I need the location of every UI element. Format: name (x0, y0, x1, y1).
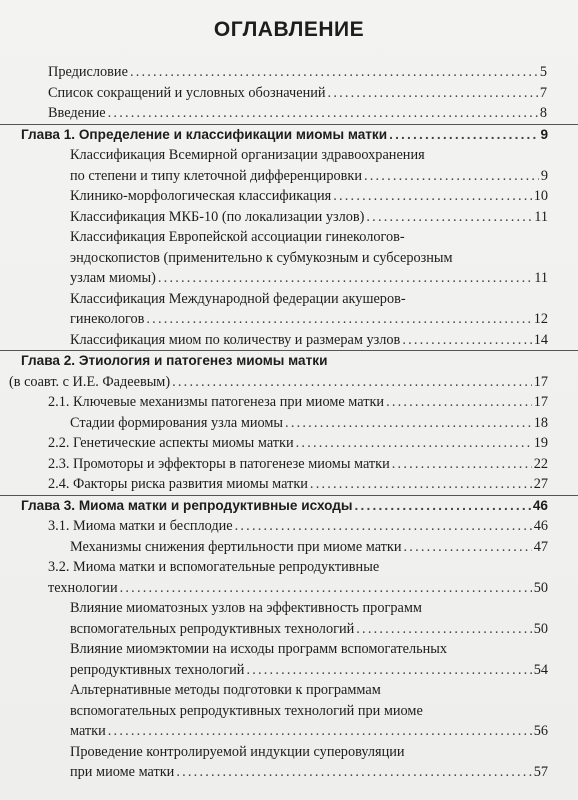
toc-entry-text: Глава 3. Миома матки и репродуктивные исходы (21, 497, 353, 513)
toc-entry (0, 392, 578, 413)
toc-page-number: 9 (540, 167, 548, 184)
toc-page-number: 50 (533, 579, 548, 596)
toc-entry (0, 537, 578, 558)
toc-page-number: 54 (533, 661, 548, 678)
toc-page-number: 19 (533, 435, 548, 451)
toc-page-number: 18 (533, 414, 548, 431)
toc-page-number: 14 (533, 331, 548, 348)
leader-dots (108, 721, 532, 742)
leader-dots (285, 413, 532, 434)
toc-entry (0, 639, 578, 680)
leader-dots (108, 103, 538, 124)
leader-dots (355, 496, 531, 517)
toc-entry-text: Классификация миом по количеству и размерам узлов (70, 331, 401, 348)
leader-dots (402, 330, 531, 351)
toc-entry (0, 742, 578, 783)
toc-entry (0, 557, 578, 598)
toc-entry-text: Механизмы снижения фертильности при миоме матки (70, 538, 402, 555)
toc-page-number: 10 (533, 188, 548, 204)
toc-entry-text: 3.1. Миома матки и бесплодие (48, 518, 233, 534)
leader-dots (176, 762, 531, 783)
toc-entry-text: по степени и типу клеточной дифференцировки (70, 167, 362, 184)
toc-entry-text: Предисловие (48, 64, 128, 80)
leader-dots (296, 433, 532, 454)
toc-page-number: 11 (534, 270, 548, 286)
toc-entry-line: Влияние миоматозных узлов на эффективность программ (70, 600, 422, 616)
toc-chapter-entry (0, 495, 578, 517)
toc-entry-text: 2.2. Генетические аспекты миомы матки (48, 435, 294, 451)
toc-page-number: 8 (539, 105, 547, 121)
toc-entry (0, 83, 578, 104)
toc-page-number: 7 (539, 84, 547, 101)
toc-entry-text: Введение (48, 105, 106, 121)
toc-page-number: 17 (533, 394, 548, 410)
leader-dots (392, 454, 532, 475)
toc-entry-line: Влияние миомэктомии на исходы программ вспомогательных (70, 641, 448, 657)
leader-dots (366, 207, 532, 228)
leader-dots (235, 516, 532, 537)
toc-entry (0, 103, 578, 124)
toc-entry-text: вспомогательных репродуктивных технологий (70, 620, 355, 637)
toc-entry (0, 145, 578, 186)
toc-entry (0, 454, 578, 475)
toc-page-number: 22 (533, 455, 548, 472)
toc-page-number: 27 (533, 476, 548, 492)
toc-entry-line: вспомогательных репродуктивных технологий при миоме (70, 702, 423, 719)
toc-entry (0, 186, 578, 207)
leader-dots (333, 186, 531, 207)
toc-chapter-entry (0, 124, 578, 146)
leader-dots (158, 268, 532, 289)
leader-dots (386, 392, 532, 413)
toc-entry (0, 433, 578, 454)
leader-dots (130, 62, 538, 83)
toc-page-number: 56 (533, 723, 548, 739)
toc-entry-text: (в соавт. с И.Е. Фадеевым) (9, 373, 171, 390)
toc-entry-line: Классификация Всемирной организации здравоохранения (70, 147, 425, 163)
toc-entry-line: Классификация Международной федерации акушеров- (70, 290, 406, 307)
leader-dots (246, 660, 531, 681)
leader-dots (364, 166, 539, 187)
toc-entry-text: 2.4. Факторы риска развития миомы матки (48, 476, 308, 492)
toc-entry-text: Клинико-морфологическая классификация (70, 188, 332, 204)
toc-entry-text: Классификация МКБ-10 (по локализации узлов) (70, 208, 365, 225)
toc-entry (0, 680, 578, 742)
toc-entry (0, 330, 578, 351)
toc-page-number: 12 (533, 311, 548, 327)
toc-entry (0, 227, 578, 289)
leader-dots (120, 578, 532, 599)
page-title: ОГЛАВЛЕНИЕ (213, 18, 365, 41)
toc-entry-text: 2.3. Промоторы и эффекторы в патогенезе миомы матки (48, 455, 390, 472)
toc-entry-text: 2.1. Ключевые механизмы патогенеза при миоме матки (48, 394, 385, 410)
toc-entry-line: Проведение контролируемой индукции суперовуляции (70, 743, 405, 760)
leader-dots (328, 83, 538, 104)
toc-entry-text: узлам миомы) (70, 270, 156, 286)
toc-entry-text: репродуктивных технологий (70, 661, 245, 678)
toc-page-number: 47 (533, 538, 548, 555)
leader-dots (404, 537, 532, 558)
toc-entry-line: Альтернативные методы подготовки к программам (70, 682, 381, 698)
toc-entry-text: гинекологов (70, 311, 145, 327)
toc-page-number: 57 (533, 764, 548, 780)
toc-entry (0, 516, 578, 537)
toc-page-number: 5 (539, 64, 547, 80)
toc-page-number: 50 (533, 620, 548, 637)
leader-dots (172, 372, 532, 393)
toc-entry-line: 3.2. Миома матки и вспомогательные репродуктивные (48, 559, 380, 575)
leader-dots (146, 309, 531, 330)
toc-page-number: 11 (534, 208, 548, 225)
leader-dots (389, 125, 538, 146)
toc-entry (0, 413, 578, 434)
toc-entry (0, 289, 578, 330)
toc-chapter-entry (0, 350, 578, 392)
toc-entry (0, 474, 578, 495)
toc-entry (0, 598, 578, 639)
toc-page-number: 9 (540, 126, 548, 142)
toc-chapter-title: Глава 2. Этиология и патогенез миомы матки (21, 353, 328, 368)
toc-entry-line: Классификация Европейской ассоциации гинекологов- (70, 229, 405, 245)
toc-entry-text: Стадии формирования узла миомы (70, 414, 284, 431)
toc-page-number: 46 (533, 518, 548, 534)
toc-entry-text: матки (70, 723, 106, 739)
leader-dots (310, 474, 532, 495)
table-of-contents (0, 62, 578, 783)
toc-entry-text: технологии (48, 579, 118, 596)
toc-page-number: 46 (532, 497, 548, 513)
leader-dots (356, 619, 531, 640)
toc-entry (0, 62, 578, 83)
toc-page-number: 17 (533, 373, 548, 390)
toc-entry (0, 207, 578, 228)
toc-entry-text: при миоме матки (70, 764, 175, 780)
toc-entry-line: эндоскопистов (применительно к субмукозным и субсерозным (70, 249, 453, 266)
toc-entry-text: Список сокращений и условных обозначений (48, 84, 326, 101)
toc-entry-text: Глава 1. Определение и классификации миомы матки (21, 126, 388, 142)
